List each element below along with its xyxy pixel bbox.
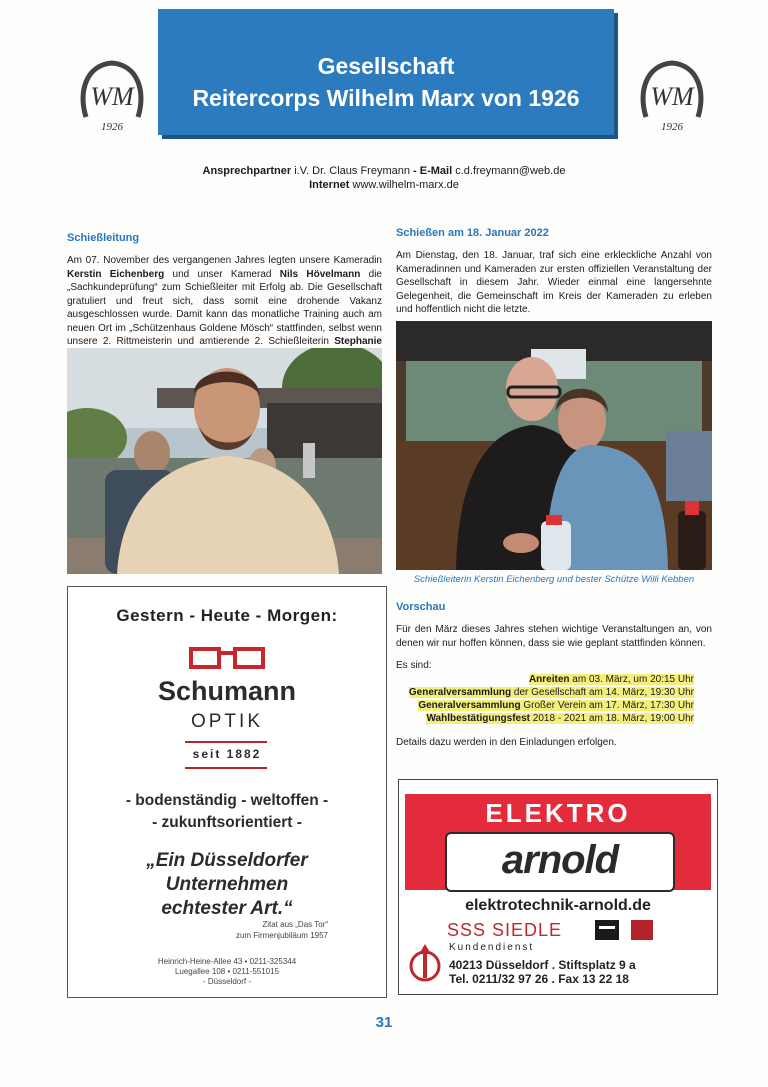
title-banner bbox=[158, 9, 614, 135]
section-heading-vorschau: Vorschau bbox=[396, 601, 446, 613]
ad-slogan-2: - zukunftsorientiert - bbox=[152, 814, 302, 831]
ad-quote-3: echtester Art.“ bbox=[161, 898, 293, 919]
ad-arnold: arnold bbox=[501, 838, 619, 882]
title-line-2: Reitercorps Wilhelm Marx von 1926 bbox=[192, 85, 580, 111]
photo-caption: Schießleiterin Kerstin Eichenberg und bester Schütze Willi Kebben bbox=[413, 574, 695, 585]
ad-optik: OPTIK bbox=[190, 711, 263, 732]
title-line-1: Gesellschaft bbox=[317, 53, 455, 79]
contact-line: Ansprechpartner i.V. Dr. Claus Freymann - E-Mail c.d.freymann@web.de bbox=[202, 165, 566, 177]
ad-arnold-panel bbox=[445, 832, 675, 892]
ad-siedle: SSS SIEDLE bbox=[447, 920, 563, 940]
vorschau-es-sind: Es sind: bbox=[396, 660, 432, 671]
ad-brand: Schumann bbox=[157, 676, 297, 706]
club-logo-left bbox=[76, 57, 148, 137]
event-item: Anreiten am 03. März, um 20:15 Uhr bbox=[528, 674, 694, 685]
photo-nils-hoevelmann bbox=[67, 348, 382, 574]
ad-quote-1: „Ein Düsseldorfer bbox=[146, 850, 308, 871]
svg-text:WM: WM bbox=[90, 82, 134, 111]
vorschau-intro: Für den März dieses Jahres stehen wichtige Veranstaltungen an, von denen wir nur hoffen können, dass sie wie geplant stattfinden können. bbox=[396, 624, 712, 649]
schiessen-paragraph: Am Dienstag, den 18. Januar, traf sich eine erkleckliche Anzahl von Kameradinnen und Kameraden zur ersten offiziellen Veranstaltung der Gesellschaft in diesem Jahr. Wieder einmal eine langersehnte Gelegenheit, die Gemeinschaft im Kreis der Kameraden zu erleben und hoffentlich nicht die letzte. bbox=[396, 250, 712, 315]
electric-logo-icon bbox=[407, 942, 443, 982]
email-label: E-Mail bbox=[419, 165, 453, 177]
ad-slogan-1: - bodenständig - weltoffen - bbox=[125, 792, 329, 809]
club-logo-right bbox=[636, 57, 708, 137]
photo-kerstin-willi bbox=[396, 321, 712, 570]
event-item: Wahlbestätigungsfest 2018 - 2021 am 18. März, 19:00 Uhr bbox=[426, 713, 694, 724]
section-heading-schiessleitung: Schießleitung bbox=[67, 232, 140, 244]
ad-address: 40213 Düsseldorf . Stiftsplatz 9 a bbox=[449, 958, 636, 972]
page-number: 31 bbox=[375, 1014, 393, 1031]
ad-seit: seit 1882 bbox=[192, 747, 262, 761]
ad-contact bbox=[449, 958, 636, 986]
ad-phone: Tel. 0211/32 97 26 . Fax 13 22 18 bbox=[449, 972, 629, 986]
event-item: Generalversammlung der Gesellschaft am 14. März, 19:30 Uhr bbox=[408, 687, 694, 698]
internet-link[interactable]: www.wilhelm-marx.de bbox=[352, 179, 459, 191]
event-item: Generalversammlung Großer Verein am 17. März, 17:30 Uhr bbox=[418, 700, 694, 711]
email-link[interactable]: c.d.freymann@web.de bbox=[455, 165, 566, 177]
ad-red-panel bbox=[405, 794, 711, 890]
logo-year: 1926 bbox=[661, 121, 683, 133]
partner-logo-icon bbox=[631, 920, 653, 946]
event-list bbox=[396, 673, 694, 725]
ad-address-3: - Düsseldorf - bbox=[202, 977, 251, 986]
ad-quote-2: Unternehmen bbox=[165, 874, 289, 895]
ad-elektro: ELEKTRO bbox=[485, 798, 631, 828]
logo-year: 1926 bbox=[101, 121, 123, 133]
ad-address-1: Heinrich-Heine-Allee 43 • 0211-325344 bbox=[157, 957, 297, 966]
vorschau-footer: Details dazu werden in den Einladungen erfolgen. bbox=[396, 737, 617, 748]
ad-url[interactable]: elektrotechnik-arnold.de bbox=[465, 897, 651, 914]
contact-name: i.V. Dr. Claus Freymann bbox=[294, 165, 410, 177]
internet-label: Internet bbox=[309, 179, 350, 191]
ad-schumann-optik bbox=[67, 586, 387, 998]
svg-text:WM: WM bbox=[650, 82, 694, 111]
ad-elektro-arnold bbox=[398, 779, 718, 995]
dialock-logo-icon bbox=[595, 920, 619, 946]
ad-address-2: Luegallee 108 • 0211-551015 bbox=[174, 967, 280, 976]
ad-cite-2: zum Firmenjubiläum 1957 bbox=[235, 931, 328, 940]
section-heading-schiessen: Schießen am 18. Januar 2022 bbox=[396, 227, 549, 239]
ad-kundendienst: Kundendienst bbox=[449, 942, 535, 953]
schiessleitung-paragraph: Am 07. November des vergangenen Jahres legten unsere Kameradin Kerstin Eichenberg und unser Kamerad Nils Hövelmann die „Sachkundeprüfung“ zum Schießleiter mit Erfolg ab. Die Gesellschaft gratuliert und freut sich, dass somit eine drohende Vakanz ausgeschlossen wurde. Damit kann das monatliche Training auch am neuen Ort im „Schützenhaus Goldene Mösch“ stattfinden, selbst wenn unsere 2. Rittmeisterin und amtierende 2. Schießleiterin Stephanie bbox=[67, 255, 382, 347]
ad-headline: Gestern - Heute - Morgen: bbox=[116, 606, 338, 625]
internet-line bbox=[0, 178, 768, 192]
ad-cite-1: Zitat aus „Das Tor“ bbox=[262, 920, 328, 929]
glasses-icon bbox=[189, 647, 265, 673]
contact-label: Ansprechpartner bbox=[202, 165, 292, 177]
